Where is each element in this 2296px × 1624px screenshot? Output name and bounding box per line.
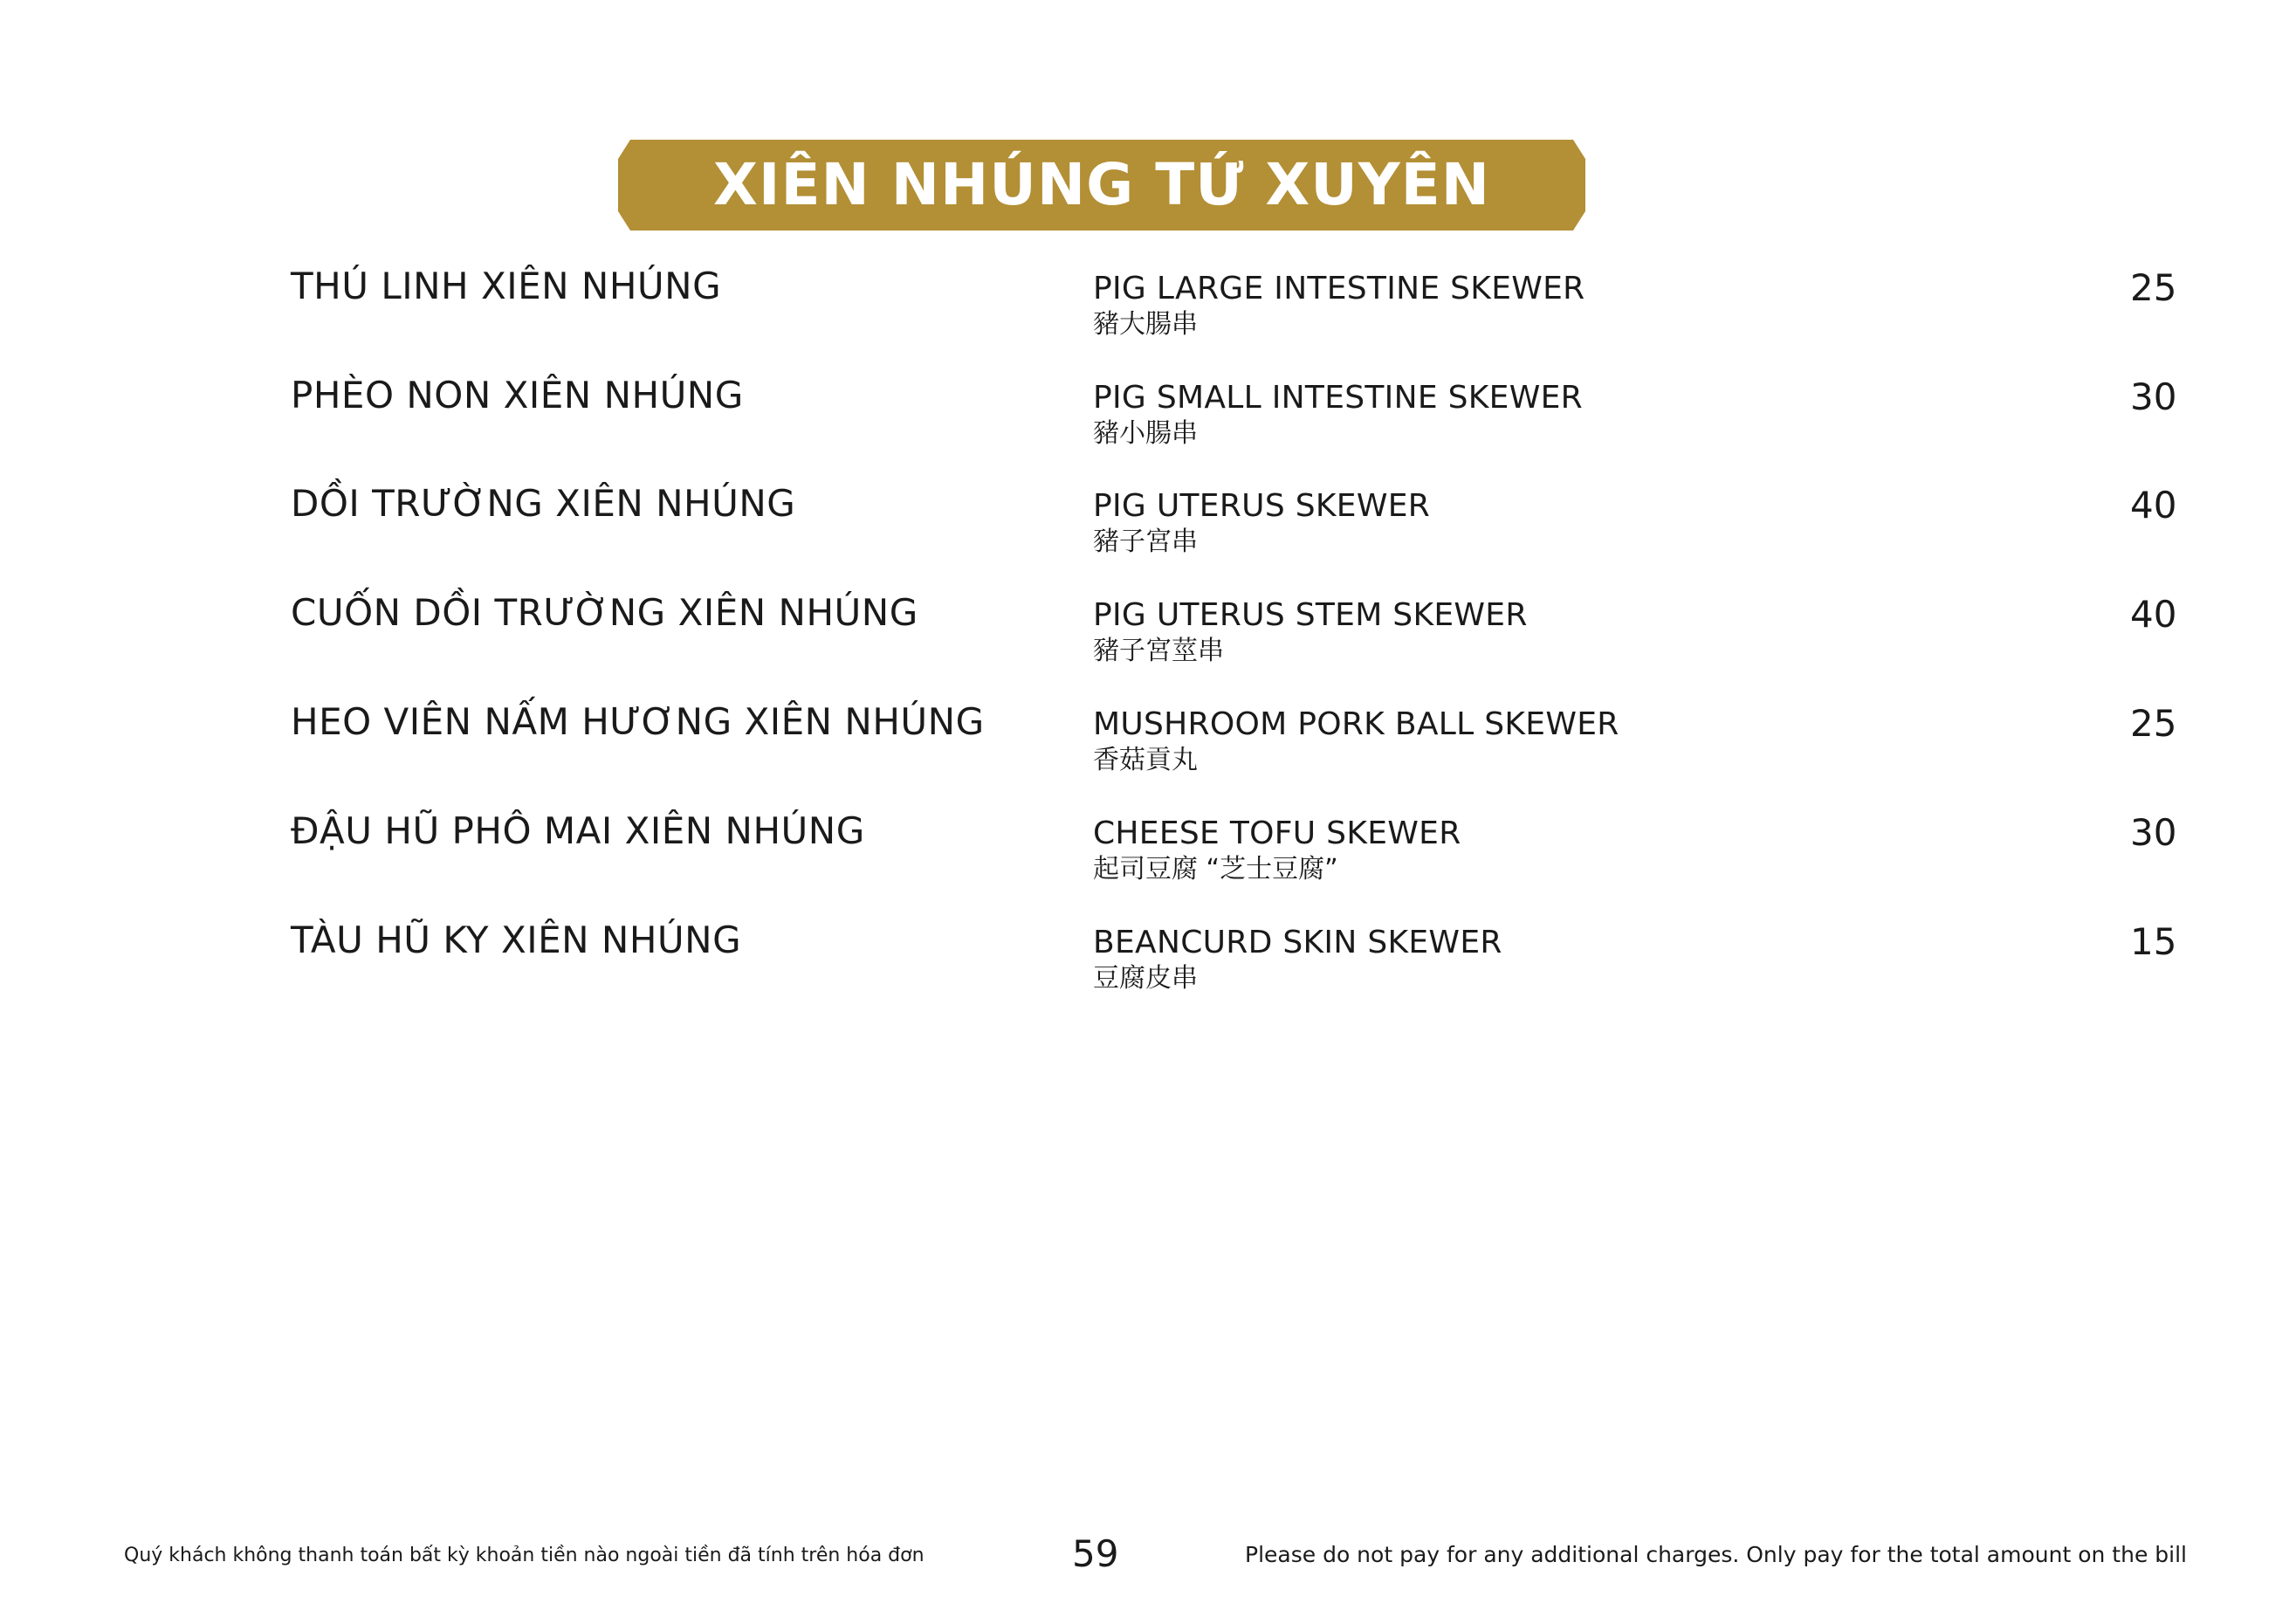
item-name-english: PIG UTERUS SKEWER: [1093, 488, 1431, 524]
section-title: XIÊN NHÚNG TỨ XUYÊN: [713, 151, 1490, 218]
menu-item: [0, 478, 2296, 582]
item-name-vietnamese: TÀU HŨ KY XIÊN NHÚNG: [291, 919, 742, 961]
item-name-chinese: 豬大腸串: [1093, 309, 1198, 340]
item-name-vietnamese: DỒI TRƯỜNG XIÊN NHÚNG: [291, 482, 796, 525]
menu-item: [0, 369, 2296, 474]
page-number: 59: [1072, 1532, 1119, 1575]
menu-item: [0, 587, 2296, 692]
menu-item: [0, 914, 2296, 1019]
item-name-chinese: 豬子宮串: [1093, 526, 1198, 557]
item-name-vietnamese: PHÈO NON XIÊN NHÚNG: [291, 374, 744, 416]
section-banner: [618, 140, 1585, 231]
item-name-english: PIG SMALL INTESTINE SKEWER: [1093, 380, 1583, 416]
item-name-chinese: 豬子宮莖串: [1093, 636, 1224, 666]
item-price: 40: [2130, 593, 2177, 636]
item-name-chinese: 豆腐皮串: [1093, 963, 1198, 994]
item-price: 40: [2130, 484, 2177, 526]
item-price: 25: [2130, 266, 2177, 309]
item-name-chinese: 豬小腸串: [1093, 418, 1198, 449]
item-price: 30: [2130, 375, 2177, 418]
menu-item: [0, 260, 2296, 365]
item-name-english: MUSHROOM PORK BALL SKEWER: [1093, 706, 1619, 742]
item-name-english: PIG UTERUS STEM SKEWER: [1093, 597, 1528, 633]
footer-note-english: Please do not pay for any additional charges. Only pay for the total amount on the bill: [1245, 1542, 2187, 1567]
item-name-english: CHEESE TOFU SKEWER: [1093, 815, 1461, 851]
item-price: 15: [2130, 920, 2177, 963]
item-name-english: PIG LARGE INTESTINE SKEWER: [1093, 271, 1585, 306]
item-name-vietnamese: ĐẬU HŨ PHÔ MAI XIÊN NHÚNG: [291, 809, 865, 852]
item-name-chinese: 香菇貢丸: [1093, 745, 1198, 775]
menu-item: [0, 696, 2296, 801]
item-name-vietnamese: HEO VIÊN NẤM HƯƠNG XIÊN NHÚNG: [291, 700, 985, 743]
item-name-vietnamese: THÚ LINH XIÊN NHÚNG: [291, 265, 722, 307]
item-name-chinese: 起司豆腐 “芝士豆腐”: [1093, 854, 1338, 884]
menu-item: [0, 805, 2296, 910]
footer-note-vietnamese: Quý khách không thanh toán bất kỳ khoản tiền nào ngoài tiền đã tính trên hóa đơn: [124, 1545, 925, 1566]
item-name-vietnamese: CUỐN DỒI TRƯỜNG XIÊN NHÚNG: [291, 591, 918, 634]
item-price: 30: [2130, 811, 2177, 854]
item-price: 25: [2130, 702, 2177, 745]
item-name-english: BEANCURD SKIN SKEWER: [1093, 925, 1502, 960]
